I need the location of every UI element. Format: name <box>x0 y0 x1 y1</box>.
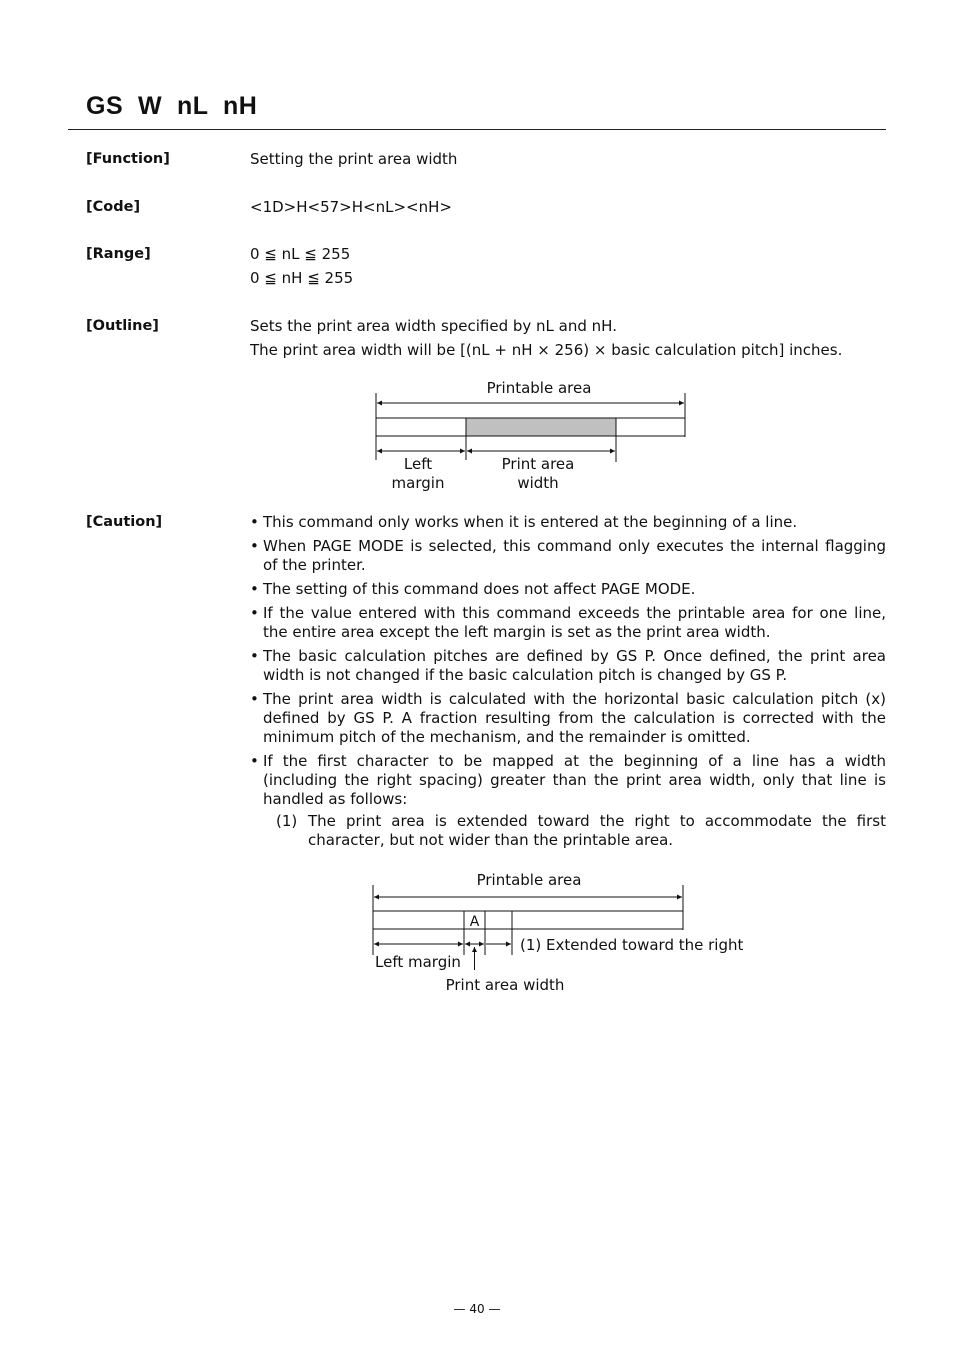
caution-item <box>250 604 886 642</box>
caution-item-text: The setting of this command does not affect PAGE MODE. <box>263 580 696 598</box>
bullet-dot: • <box>250 537 259 555</box>
sub-item-number: (1) <box>276 812 298 830</box>
d1-left-margin-label-2: margin <box>391 474 445 492</box>
d1-print-area-shade <box>466 418 616 436</box>
caution-item <box>250 690 886 747</box>
bullet-dot: • <box>250 647 259 665</box>
bullet-dot: • <box>250 580 259 598</box>
bullet-dot: • <box>250 690 259 708</box>
caution-item-text: This command only works when it is entered at the beginning of a line. <box>263 513 798 531</box>
bullet-dot: • <box>250 604 259 622</box>
range-nh: 0 ≦ nH ≦ 255 <box>250 269 354 287</box>
caution-item-text: The print area width is calculated with the horizontal basic calculation pitch (x) defined by GS P. A fraction resulting from the calculation is corrected with the minimum pitch of the mechanism, and the remainder is omitted. <box>263 690 886 746</box>
caution-item <box>250 537 886 575</box>
d2-extended-label: (1) Extended toward the right <box>520 936 744 954</box>
range-label: [Range] <box>86 246 151 262</box>
d2-print-area-width-label: Print area width <box>445 976 565 994</box>
caution-sub-item <box>263 812 886 850</box>
page-title: GS W nL nH <box>86 92 258 120</box>
d1-print-area-label-2: width <box>517 474 559 492</box>
d1-print-area-label-1: Print area <box>501 455 575 473</box>
caution-item-text: If the first character to be mapped at the beginning of a line has a width (including the right spacing) greater than the print area width, only that line is handled as follows: <box>263 752 886 808</box>
bullet-dot: • <box>250 752 259 770</box>
outline-line-1: Sets the print area width specified by nL and nH. <box>250 317 617 335</box>
sub-item-text: The print area is extended toward the right to accommodate the first character, but not wider than the printable area. <box>308 812 886 849</box>
d2-left-margin-label: Left margin <box>375 953 461 971</box>
caution-label: [Caution] <box>86 514 163 530</box>
function-text: Setting the print area width <box>250 150 458 168</box>
bullet-dot: • <box>250 513 259 531</box>
d2-line-box <box>373 911 683 929</box>
range-nl: 0 ≦ nL ≦ 255 <box>250 245 351 263</box>
caution-item <box>250 752 886 850</box>
code-text: <1D>H<57>H<nL><nH> <box>250 198 452 216</box>
caution-item-text: When PAGE MODE is selected, this command only executes the internal flagging of the printer. <box>263 537 886 574</box>
d2-printable-area-label: Printable area <box>476 871 582 889</box>
caution-item <box>250 647 886 685</box>
outline-label: [Outline] <box>86 318 159 334</box>
caution-item <box>250 513 886 532</box>
caution-item <box>250 580 886 599</box>
function-label: [Function] <box>86 151 170 167</box>
d1-left-margin-label-1: Left <box>403 455 433 473</box>
page-number: — 40 — <box>453 1302 501 1316</box>
d2-char-a: A <box>469 914 480 930</box>
caution-item-text: The basic calculation pitches are defined by GS P. Once defined, the print area width is not changed if the basic calculation pitch is changed by GS P. <box>263 647 886 684</box>
outline-line-2: The print area width will be [(nL + nH × 256) × basic calculation pitch] inches. <box>250 341 843 359</box>
d1-printable-area-label: Printable area <box>486 379 592 397</box>
caution-list <box>250 513 886 855</box>
caution-item-text: If the value entered with this command exceeds the printable area for one line, the entire area except the left margin is set as the print area width. <box>263 604 886 641</box>
code-label: [Code] <box>86 199 141 215</box>
